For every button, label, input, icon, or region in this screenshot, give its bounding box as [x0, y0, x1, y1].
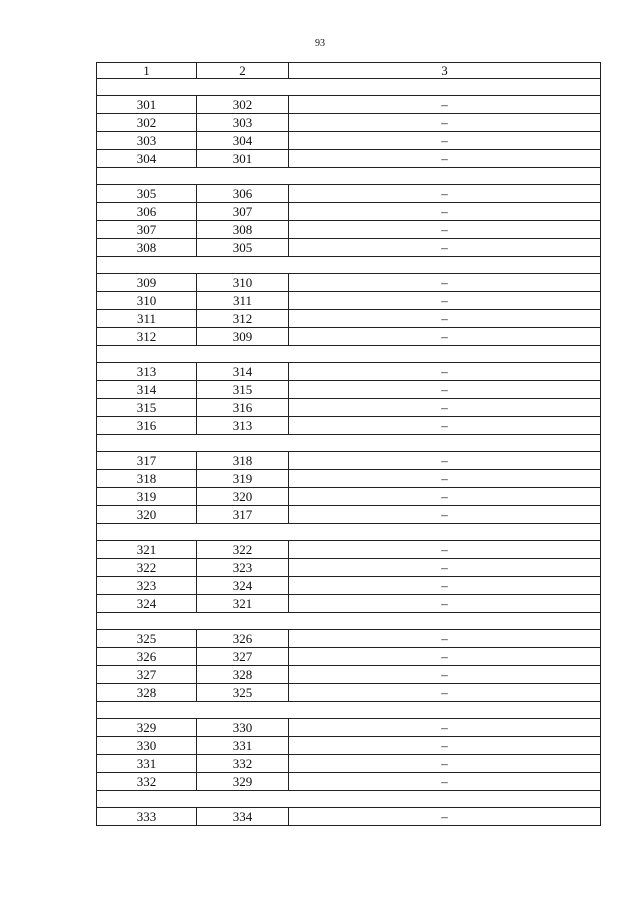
group-separator-cell — [97, 435, 601, 452]
table-cell-col-3: – — [289, 541, 601, 559]
table-cell-col-3: – — [289, 470, 601, 488]
table-cell-col-1: 324 — [97, 595, 197, 613]
table-cell-col-2: 301 — [197, 150, 289, 168]
table-cell-col-1: 332 — [97, 773, 197, 791]
group-separator-row — [97, 79, 601, 96]
table-cell-col-2: 319 — [197, 470, 289, 488]
group-separator-cell — [97, 79, 601, 96]
table-cell-col-1: 328 — [97, 684, 197, 702]
group-separator-row — [97, 168, 601, 185]
table-row — [97, 185, 601, 203]
table-cell-col-3: – — [289, 719, 601, 737]
table-cell-col-1: 333 — [97, 808, 197, 826]
table-cell-col-2: 309 — [197, 328, 289, 346]
table-cell-col-3: – — [289, 203, 601, 221]
table-cell-col-1: 325 — [97, 630, 197, 648]
table-cell-col-2: 306 — [197, 185, 289, 203]
table-row — [97, 630, 601, 648]
table-cell-col-2: 313 — [197, 417, 289, 435]
group-separator-cell — [97, 168, 601, 185]
table-cell-col-3: – — [289, 96, 601, 114]
group-separator-row — [97, 613, 601, 630]
table-cell-col-1: 321 — [97, 541, 197, 559]
table-cell-col-1: 329 — [97, 719, 197, 737]
table-header-row — [97, 63, 601, 79]
table-cell-col-1: 317 — [97, 452, 197, 470]
group-separator-cell — [97, 346, 601, 363]
table-cell-col-1: 311 — [97, 310, 197, 328]
column-header-3: 3 — [289, 63, 601, 79]
table-cell-col-1: 301 — [97, 96, 197, 114]
group-separator-cell — [97, 791, 601, 808]
table-row — [97, 648, 601, 666]
group-separator-row — [97, 257, 601, 274]
table-cell-col-1: 315 — [97, 399, 197, 417]
table-cell-col-2: 307 — [197, 203, 289, 221]
group-separator-row — [97, 524, 601, 541]
table-cell-col-3: – — [289, 630, 601, 648]
table-cell-col-3: – — [289, 310, 601, 328]
group-separator-row — [97, 791, 601, 808]
page-number: 93 — [315, 38, 325, 49]
column-header-1: 1 — [97, 63, 197, 79]
table-row — [97, 773, 601, 791]
table-row — [97, 488, 601, 506]
table-cell-col-3: – — [289, 808, 601, 826]
table-cell-col-1: 304 — [97, 150, 197, 168]
table-row — [97, 381, 601, 399]
table-row — [97, 684, 601, 702]
table-cell-col-3: – — [289, 381, 601, 399]
table-row — [97, 666, 601, 684]
table-cell-col-2: 303 — [197, 114, 289, 132]
table-row — [97, 363, 601, 381]
table-row — [97, 328, 601, 346]
table-cell-col-3: – — [289, 399, 601, 417]
table-cell-col-2: 302 — [197, 96, 289, 114]
table-cell-col-3: – — [289, 755, 601, 773]
table-row — [97, 221, 601, 239]
group-separator-cell — [97, 257, 601, 274]
table-row — [97, 399, 601, 417]
table-row — [97, 737, 601, 755]
table-cell-col-2: 329 — [197, 773, 289, 791]
group-separator-cell — [97, 524, 601, 541]
table-row — [97, 719, 601, 737]
table-cell-col-2: 328 — [197, 666, 289, 684]
table-cell-col-2: 318 — [197, 452, 289, 470]
table-cell-col-2: 315 — [197, 381, 289, 399]
table-cell-col-1: 303 — [97, 132, 197, 150]
table-cell-col-2: 331 — [197, 737, 289, 755]
table-cell-col-2: 310 — [197, 274, 289, 292]
table-row — [97, 541, 601, 559]
column-header-2: 2 — [197, 63, 289, 79]
table-cell-col-1: 314 — [97, 381, 197, 399]
table-cell-col-2: 320 — [197, 488, 289, 506]
table-cell-col-3: – — [289, 595, 601, 613]
table-cell-col-3: – — [289, 292, 601, 310]
table-row — [97, 310, 601, 328]
table-cell-col-3: – — [289, 666, 601, 684]
data-table — [96, 62, 601, 826]
table-cell-col-2: 305 — [197, 239, 289, 257]
table-cell-col-3: – — [289, 185, 601, 203]
table-cell-col-2: 314 — [197, 363, 289, 381]
table-cell-col-3: – — [289, 452, 601, 470]
table-row — [97, 239, 601, 257]
table-cell-col-3: – — [289, 559, 601, 577]
table-cell-col-3: – — [289, 773, 601, 791]
table-cell-col-1: 323 — [97, 577, 197, 595]
table-cell-col-3: – — [289, 239, 601, 257]
table-body — [97, 79, 601, 826]
table-row — [97, 417, 601, 435]
table-cell-col-1: 322 — [97, 559, 197, 577]
table-cell-col-2: 325 — [197, 684, 289, 702]
group-separator-row — [97, 346, 601, 363]
table-cell-col-3: – — [289, 150, 601, 168]
table-row — [97, 132, 601, 150]
table-cell-col-1: 326 — [97, 648, 197, 666]
table-cell-col-2: 316 — [197, 399, 289, 417]
table-cell-col-1: 308 — [97, 239, 197, 257]
table-cell-col-3: – — [289, 577, 601, 595]
table-row — [97, 114, 601, 132]
table-cell-col-2: 308 — [197, 221, 289, 239]
table-cell-col-2: 327 — [197, 648, 289, 666]
group-separator-cell — [97, 613, 601, 630]
table-cell-col-1: 302 — [97, 114, 197, 132]
table-cell-col-3: – — [289, 417, 601, 435]
table-cell-col-1: 313 — [97, 363, 197, 381]
table-cell-col-1: 319 — [97, 488, 197, 506]
table-cell-col-3: – — [289, 274, 601, 292]
table-cell-col-3: – — [289, 221, 601, 239]
table-row — [97, 470, 601, 488]
table-row — [97, 808, 601, 826]
table-cell-col-1: 306 — [97, 203, 197, 221]
table-row — [97, 755, 601, 773]
table-cell-col-2: 317 — [197, 506, 289, 524]
table-cell-col-3: – — [289, 737, 601, 755]
table-cell-col-2: 322 — [197, 541, 289, 559]
table-cell-col-1: 331 — [97, 755, 197, 773]
table-cell-col-1: 309 — [97, 274, 197, 292]
group-separator-row — [97, 435, 601, 452]
table-cell-col-1: 327 — [97, 666, 197, 684]
table-cell-col-3: – — [289, 328, 601, 346]
group-separator-cell — [97, 702, 601, 719]
table-cell-col-2: 324 — [197, 577, 289, 595]
table-cell-col-2: 332 — [197, 755, 289, 773]
table-row — [97, 292, 601, 310]
table-cell-col-2: 321 — [197, 595, 289, 613]
table-cell-col-3: – — [289, 488, 601, 506]
table-cell-col-3: – — [289, 648, 601, 666]
table-cell-col-1: 310 — [97, 292, 197, 310]
table-row — [97, 506, 601, 524]
table-cell-col-3: – — [289, 363, 601, 381]
table-cell-col-3: – — [289, 684, 601, 702]
table-cell-col-1: 305 — [97, 185, 197, 203]
table-cell-col-2: 326 — [197, 630, 289, 648]
table-row — [97, 203, 601, 221]
table-row — [97, 595, 601, 613]
table-cell-col-3: – — [289, 132, 601, 150]
table-row — [97, 150, 601, 168]
table-cell-col-1: 312 — [97, 328, 197, 346]
table-row — [97, 559, 601, 577]
table-cell-col-3: – — [289, 506, 601, 524]
table-cell-col-1: 330 — [97, 737, 197, 755]
table-cell-col-2: 304 — [197, 132, 289, 150]
table-cell-col-2: 312 — [197, 310, 289, 328]
table-cell-col-1: 316 — [97, 417, 197, 435]
table-row — [97, 452, 601, 470]
table-row — [97, 274, 601, 292]
table-row — [97, 96, 601, 114]
table-cell-col-1: 318 — [97, 470, 197, 488]
table-cell-col-1: 320 — [97, 506, 197, 524]
table-cell-col-2: 334 — [197, 808, 289, 826]
table-row — [97, 577, 601, 595]
table-cell-col-3: – — [289, 114, 601, 132]
table-cell-col-2: 323 — [197, 559, 289, 577]
table-cell-col-2: 330 — [197, 719, 289, 737]
table-cell-col-2: 311 — [197, 292, 289, 310]
group-separator-row — [97, 702, 601, 719]
table-cell-col-1: 307 — [97, 221, 197, 239]
